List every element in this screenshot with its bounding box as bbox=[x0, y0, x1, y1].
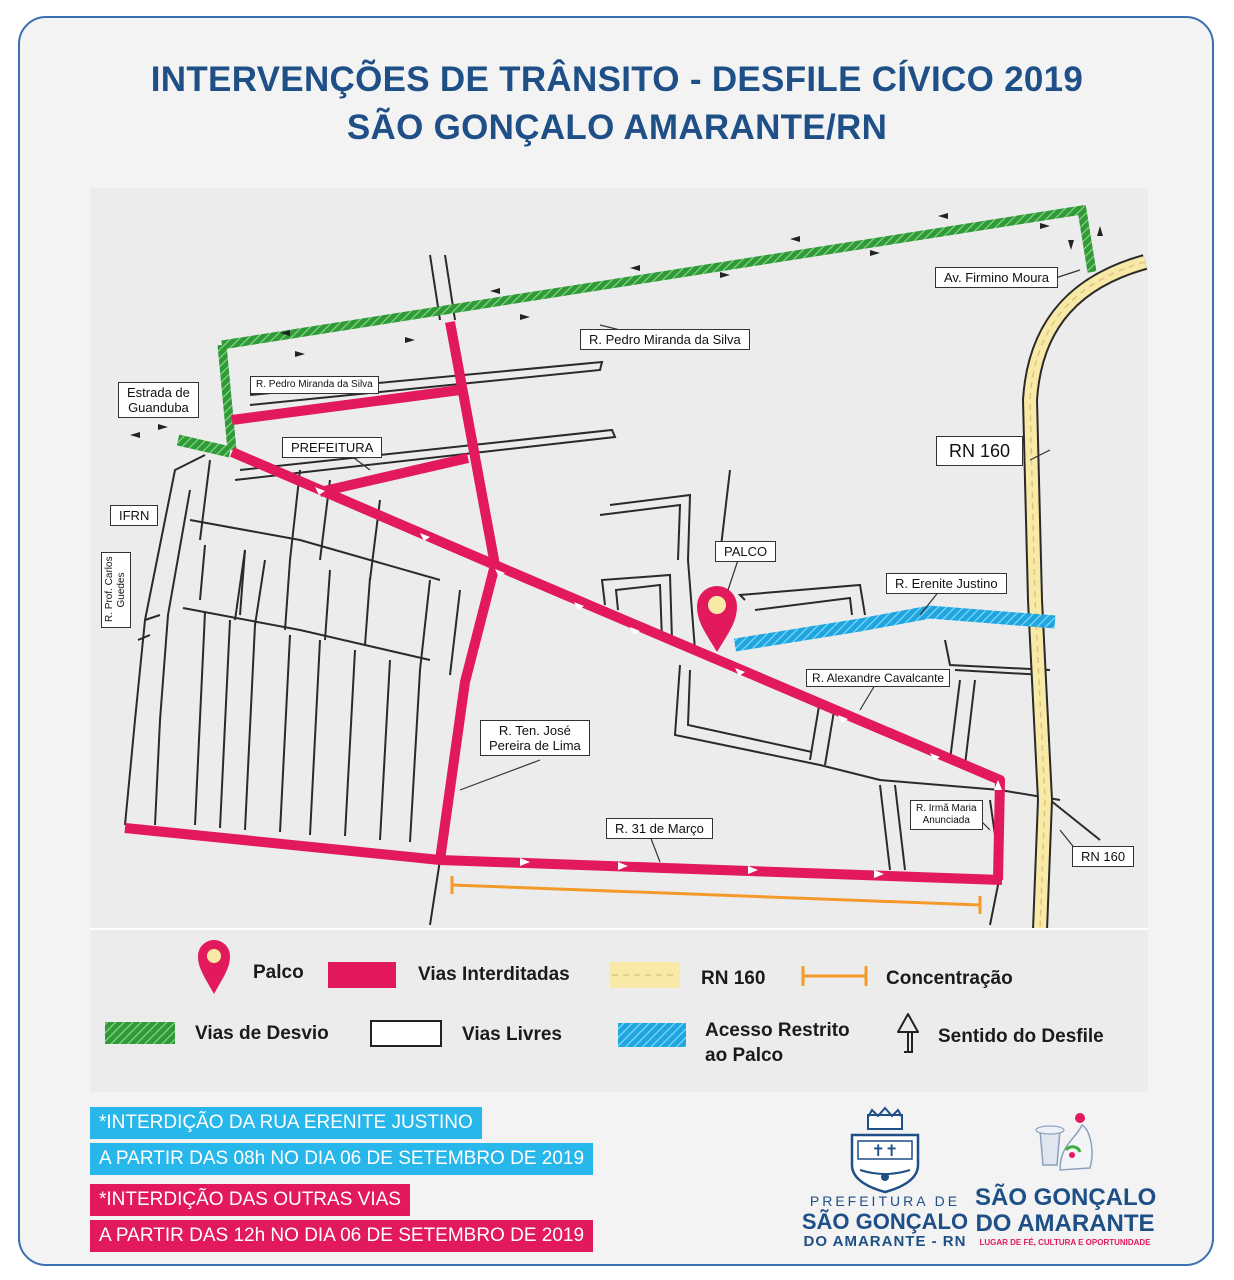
notice-erenite-title: *INTERDIÇÃO DA RUA ERENITE JUSTINO bbox=[90, 1107, 482, 1139]
svg-text:✝✝: ✝✝ bbox=[871, 1141, 899, 1160]
city-rooster-icon bbox=[1036, 1113, 1092, 1170]
city-logo-line1: SÃO GONÇALO bbox=[975, 1184, 1157, 1211]
label-palco: PALCO bbox=[715, 541, 776, 562]
legend-sentido-label: Sentido do Desfile bbox=[938, 1026, 1104, 1047]
label-rn160-main: RN 160 bbox=[936, 436, 1023, 466]
label-erenite: R. Erenite Justino bbox=[886, 573, 1007, 594]
legend-interditadas-label: Vias Interditadas bbox=[418, 964, 570, 985]
title-line2: SÃO GONÇALO AMARANTE/RN bbox=[346, 108, 888, 147]
legend-palco-label: Palco bbox=[253, 962, 304, 983]
city-logo-tagline: LUGAR DE FÉ, CULTURA E OPORTUNIDADE bbox=[979, 1238, 1151, 1247]
pref-logo-line1: PREFEITURA DE bbox=[809, 1193, 961, 1209]
label-prefeitura: PREFEITURA bbox=[282, 437, 382, 458]
legend-concentracao-label: Concentração bbox=[886, 968, 1013, 989]
label-irma-maria: R. Irmã Maria Anunciada bbox=[910, 800, 983, 830]
legend-livres-label: Vias Livres bbox=[462, 1024, 563, 1045]
label-31-marco: R. 31 de Março bbox=[606, 818, 713, 839]
pref-logo-line2: SÃO GONÇALO bbox=[801, 1209, 969, 1234]
notice-erenite-time: A PARTIR DAS 08h NO DIA 06 DE SETEMBRO DE 2019 bbox=[90, 1143, 593, 1175]
legend-desvio-label: Vias de Desvio bbox=[195, 1023, 329, 1044]
legend-acesso-label: Acesso Restrito ao Palco bbox=[705, 1020, 850, 1066]
label-av-firmino: Av. Firmino Moura bbox=[935, 267, 1058, 288]
label-estrada: Estrada de Guanduba bbox=[118, 382, 199, 418]
label-ifrn: IFRN bbox=[110, 505, 158, 526]
pref-logo-line3: DO AMARANTE - RN bbox=[803, 1233, 967, 1250]
city-logo-line2: DO AMARANTE bbox=[975, 1210, 1155, 1237]
title-line1: INTERVENÇÕES DE TRÂNSITO - DESFILE CÍVICO 2019 bbox=[150, 60, 1084, 99]
label-alexandre: R. Alexandre Cavalcante bbox=[806, 669, 950, 687]
label-rn160-small: RN 160 bbox=[1072, 846, 1134, 867]
label-carlos-guedes: R. Prof. Carlos Guedes bbox=[101, 552, 131, 628]
legend-rn160-label: RN 160 bbox=[701, 968, 766, 989]
prefeitura-crest-icon bbox=[852, 1108, 918, 1192]
label-pedro-miranda-main: R. Pedro Miranda da Silva bbox=[580, 329, 750, 350]
label-ten-jose: R. Ten. José Pereira de Lima bbox=[480, 720, 590, 756]
label-pedro-miranda-small: R. Pedro Miranda da Silva bbox=[250, 376, 379, 394]
notice-other-title: *INTERDIÇÃO DAS OUTRAS VIAS bbox=[90, 1184, 410, 1216]
notice-other-time: A PARTIR DAS 12h NO DIA 06 DE SETEMBRO DE 2019 bbox=[90, 1220, 593, 1252]
